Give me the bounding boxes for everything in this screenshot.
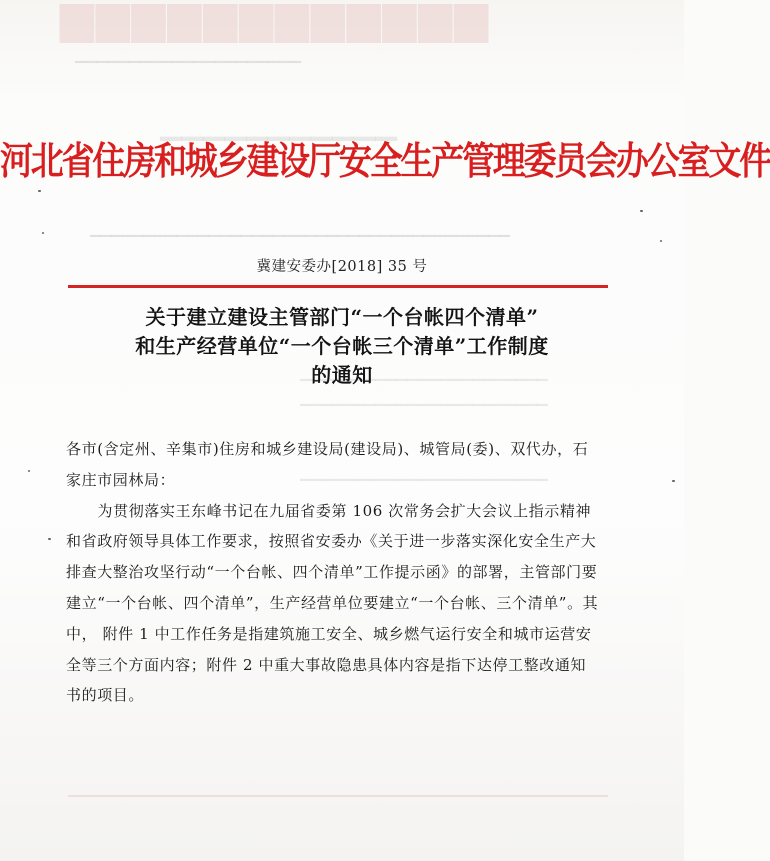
scan-speck <box>640 210 643 212</box>
bleed-through-mark: ▔▔▔▔▔▔▔▔▔▔▔▔▔▔▔▔▔▔▔▔▔▔▔ <box>300 380 548 396</box>
scan-speck <box>28 470 30 472</box>
scan-speck <box>48 538 51 540</box>
notice-title-line: 和生产经营单位“一个台帐三个清单”工作制度 <box>135 334 549 358</box>
bleed-through-mark: ▔▔▔▔▔▔▔▔▔▔▔▔▔▔▔▔▔▔▔▔▔ <box>75 62 302 78</box>
issuing-office-header: 河北省住房和城乡建设厅安全生产管理委员会办公室文件 <box>0 138 770 184</box>
notice-title <box>0 303 684 390</box>
scan-speck <box>672 480 675 482</box>
document-number: 冀建安委办[2018] 35 号 <box>256 259 428 275</box>
scan-speck <box>38 190 41 192</box>
bleed-through-mark: ▔▔▔▔▔▔▔▔▔▔▔▔▔▔▔▔▔▔▔▔▔▔▔ <box>300 405 548 421</box>
scan-speck <box>660 240 662 242</box>
bleed-through-mark: ▔▔▔▔▔▔▔▔▔▔▔▔▔▔▔▔▔▔▔▔▔▔▔▔▔▔▔▔▔▔▔▔▔▔▔▔▔▔▔ <box>90 236 510 252</box>
bleed-through-mark: ▔▔▔▔▔▔▔▔▔▔▔▔▔▔▔▔▔▔▔▔▔▔▔ <box>300 480 548 496</box>
addressee-line: 各市(含定州、辛集市)住房和城乡建设局(建设局)、城管局(委)、双代办，石家庄市园林局： <box>66 440 589 489</box>
scan-speck <box>42 232 44 234</box>
notice-title-line: 的通知 <box>311 363 373 387</box>
body-paragraph: 为贯彻落实王东峰书记在九届省委第 106 次常务会扩大会议上指示精神和省政府领导具体工作要求，按照省安委办《关于进一步落实深化安全生产大排查大整治攻坚行动“一个台帐、四个清单”工作提示函》的部署，主管部门要建立“一个台帐、四个清单”，生产经营单位要建立“一个台帐、三个清单”。其中， 附件 1 中工作任务是指建筑施工安全、城乡燃气运行安全和城市运营安全等三个方面内容；附件 2 中重大事故隐患具体内容是指下达停工整改通知书的项目。 <box>66 501 599 705</box>
document-body <box>66 434 600 711</box>
red-separator-rule <box>68 285 608 288</box>
notice-title-line: 关于建立建设主管部门“一个台帐四个清单” <box>145 305 539 329</box>
bleed-through-mark: ▆▆▆▆▆▆▆▆▆▆▆▆ <box>60 0 491 43</box>
faint-bottom-rule <box>68 795 608 797</box>
bleed-through-mark: ▁▁▁▁▁▁▁▁▁▁▁ <box>160 108 397 141</box>
